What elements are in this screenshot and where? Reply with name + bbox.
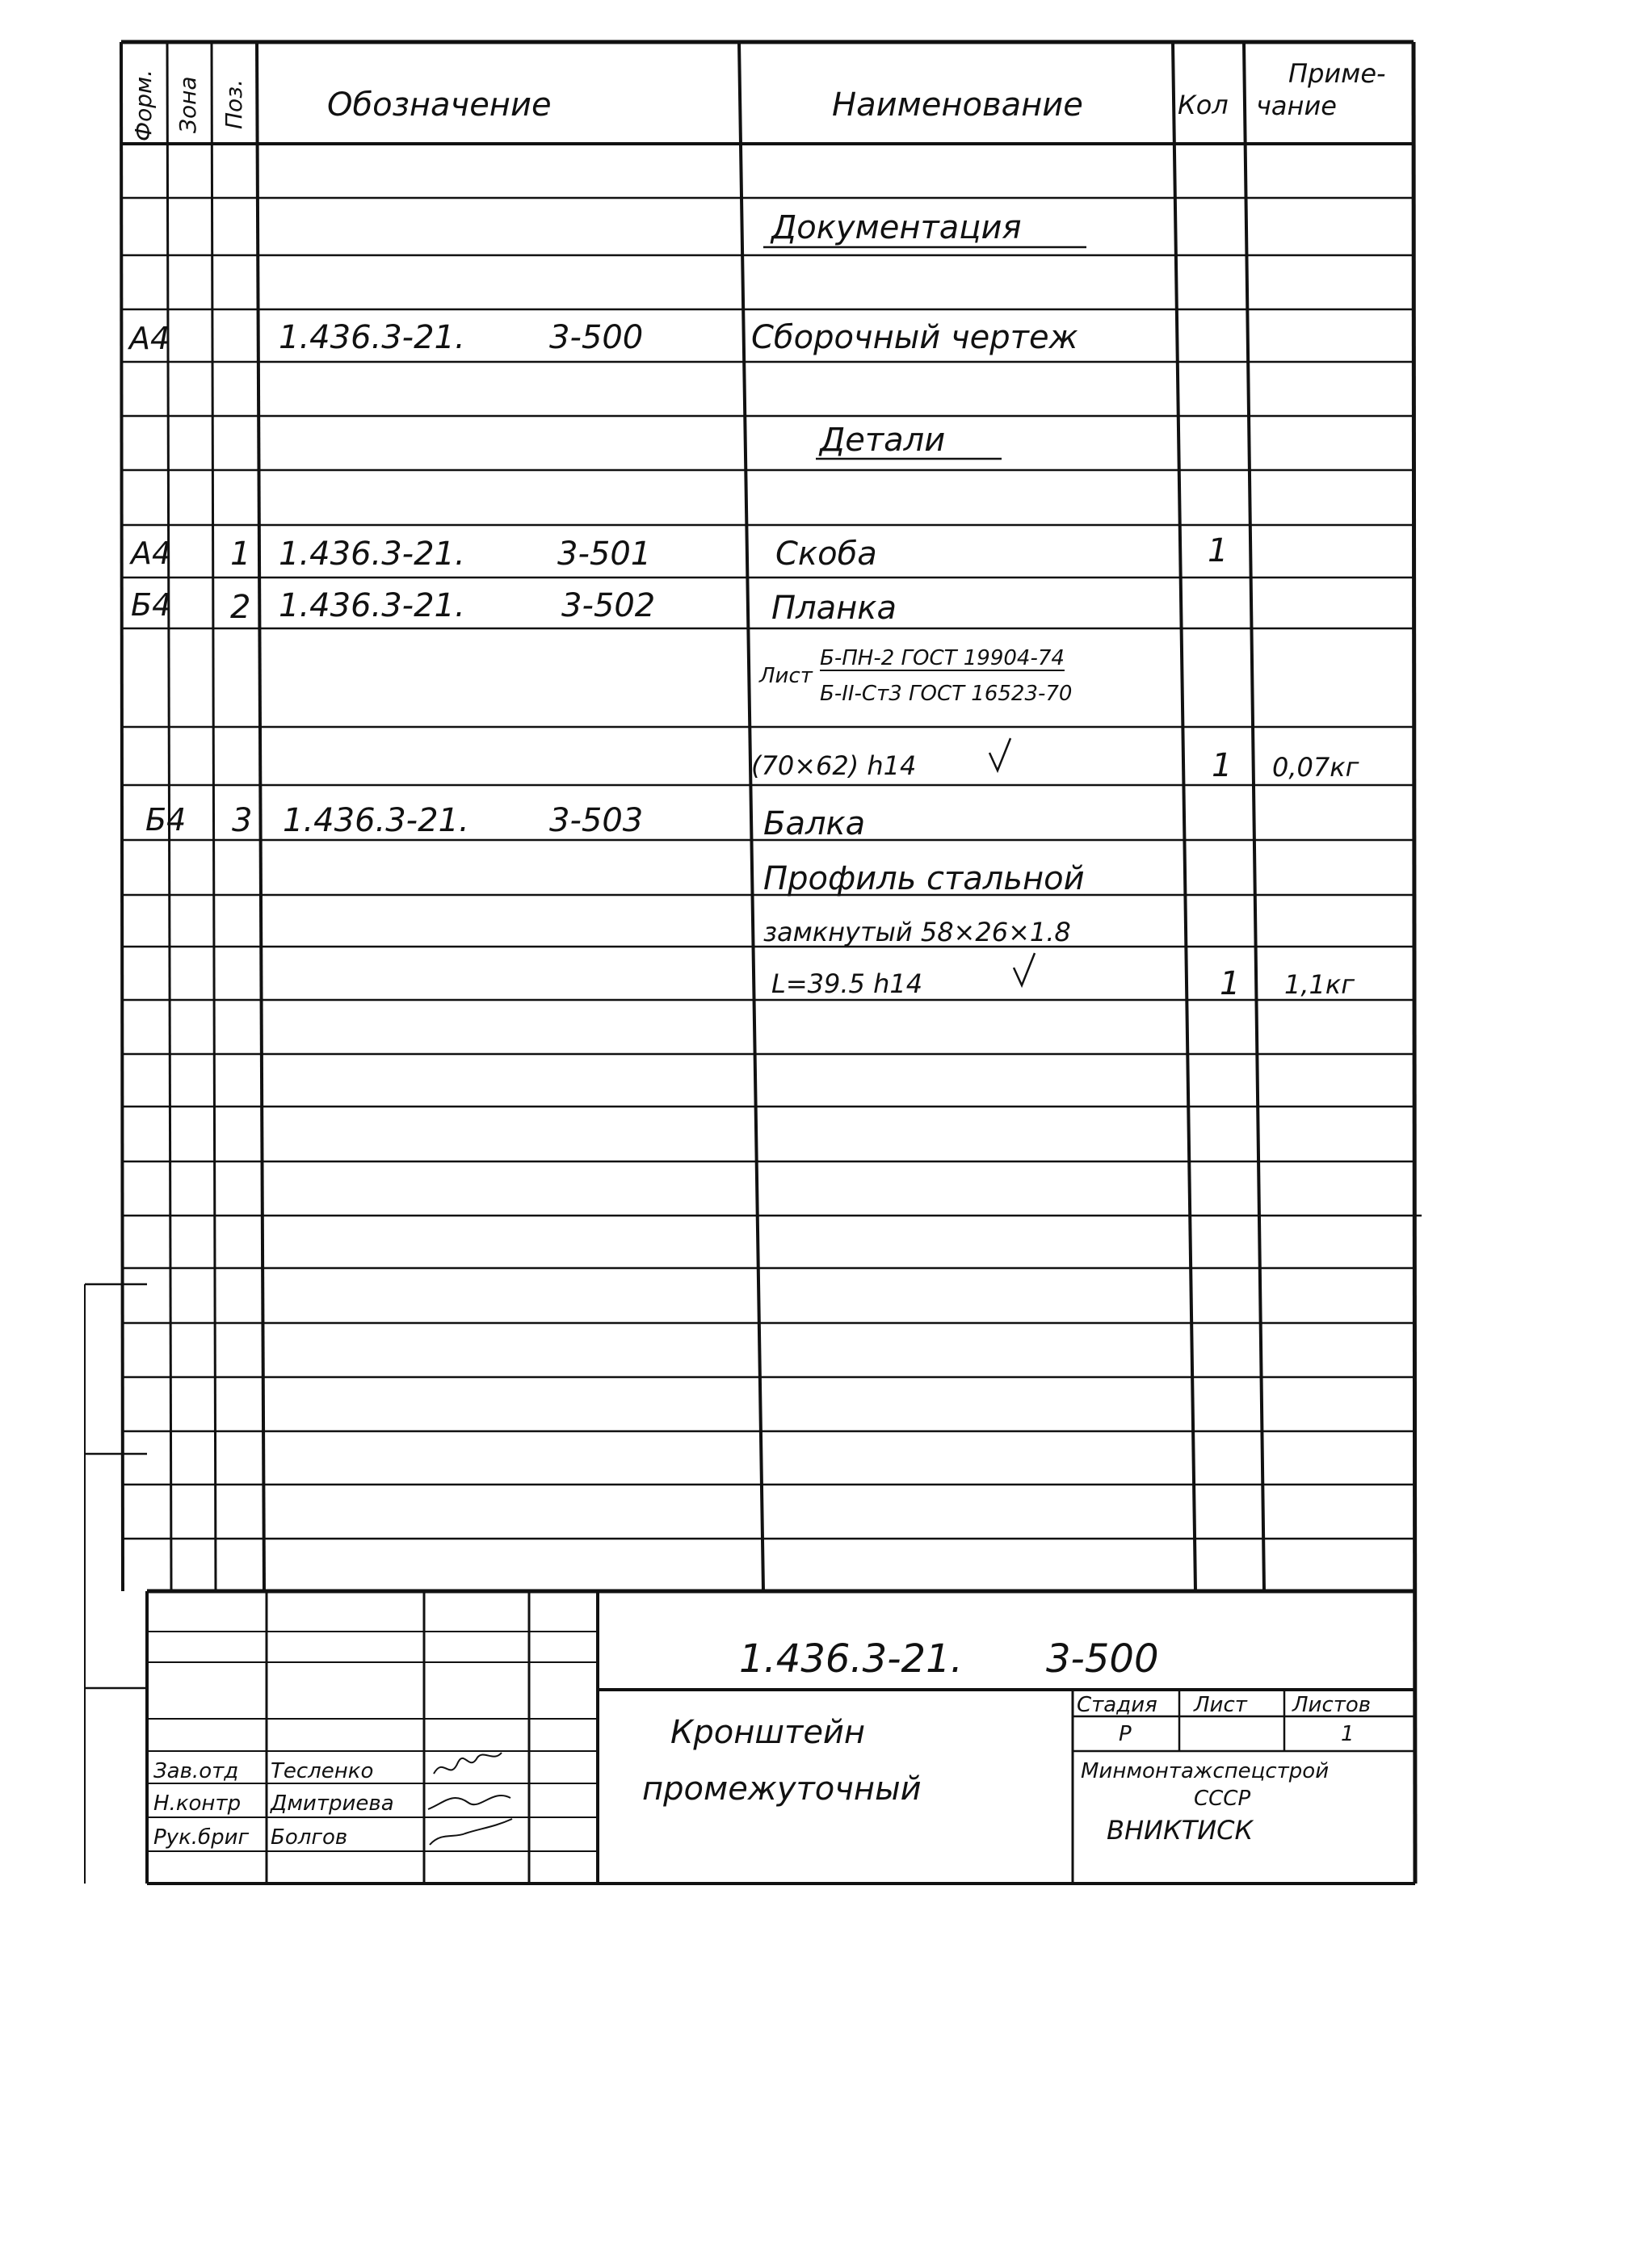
- item2-dimension: (70×62) h14: [751, 750, 917, 781]
- title-document-code: 1.436.3-21.: [739, 1636, 963, 1682]
- item3-dimension: L=39.5 h14: [771, 968, 923, 999]
- item1-pos: 1: [230, 536, 251, 573]
- row-assembly-designation: 1.436.3-21.: [279, 319, 465, 356]
- item2-designation: 1.436.3-21.: [279, 587, 465, 624]
- signer-role-1: Зав.отд: [153, 1759, 239, 1783]
- title-org-line3: ВНИКТИСК: [1107, 1815, 1254, 1846]
- item3-material-line1: Профиль стальной: [763, 860, 1085, 897]
- title-product-line1: Кронштейн: [670, 1714, 866, 1751]
- item2-code: 3-502: [561, 587, 656, 624]
- item2-pos: 2: [230, 589, 251, 626]
- item1-designation: 1.436.3-21.: [279, 536, 465, 573]
- header-qty: Кол: [1178, 90, 1229, 120]
- header-designation: Обозначение: [327, 86, 552, 124]
- signer-role-2: Н.контр: [153, 1791, 242, 1816]
- title-sheets-label: Листов: [1292, 1693, 1372, 1717]
- item2-qty: 1: [1212, 747, 1233, 784]
- item3-qty: 1: [1220, 965, 1241, 1002]
- item3-format: Б4: [145, 802, 187, 838]
- title-org-line2: СССР: [1194, 1787, 1251, 1811]
- item3-name: Балка: [763, 805, 866, 842]
- title-stage-value: Р: [1119, 1722, 1132, 1746]
- title-org-line1: Минмонтажспецстрой: [1081, 1759, 1330, 1783]
- section-details: Детали: [820, 422, 946, 459]
- item3-designation: 1.436.3-21.: [283, 802, 469, 839]
- item3-material-line2: замкнутый 58×26×1.8: [763, 917, 1071, 947]
- section-documentation: Документация: [771, 209, 1022, 246]
- row-assembly-format: А4: [129, 321, 170, 356]
- header-note-line1: Приме-: [1288, 58, 1386, 89]
- item2-material-prefix: Лист: [759, 664, 813, 688]
- header-note-line2: чание: [1256, 90, 1337, 121]
- item1-code: 3-501: [557, 536, 652, 573]
- item3-note: 1,1кг: [1284, 969, 1355, 1000]
- item2-material-top: Б-ПН-2 ГОСТ 19904-74: [820, 646, 1065, 670]
- title-sheet-label: Лист: [1194, 1693, 1247, 1717]
- item3-code: 3-503: [549, 802, 644, 839]
- item1-name: Скоба: [775, 536, 877, 573]
- title-product-line2: промежуточный: [642, 1770, 922, 1808]
- item2-material-bottom: Б-II-Ст3 ГОСТ 16523-70: [820, 682, 1073, 706]
- row-assembly-code: 3-500: [549, 319, 644, 356]
- item2-note: 0,07кг: [1272, 752, 1359, 783]
- signer-name-3: Болгов: [271, 1825, 348, 1850]
- header-format: Форм.: [130, 69, 157, 141]
- item3-pos: 3: [232, 802, 253, 839]
- item1-format: А4: [131, 536, 172, 571]
- signer-name-2: Дмитриева: [271, 1791, 394, 1816]
- title-document-sheet: 3-500: [1046, 1636, 1159, 1682]
- header-pos: Поз.: [221, 79, 247, 129]
- header-zone: Зона: [174, 76, 201, 133]
- item1-qty: 1: [1208, 532, 1229, 569]
- signer-name-1: Тесленко: [271, 1759, 374, 1783]
- signer-role-3: Рук.бриг: [153, 1825, 250, 1850]
- title-stage-label: Стадия: [1077, 1693, 1157, 1717]
- item2-format: Б4: [131, 587, 172, 623]
- row-assembly-name: Сборочный чертеж: [751, 319, 1078, 356]
- header-name: Наименование: [832, 86, 1083, 124]
- title-sheets-value: 1: [1341, 1722, 1355, 1746]
- item2-name: Планка: [771, 590, 897, 627]
